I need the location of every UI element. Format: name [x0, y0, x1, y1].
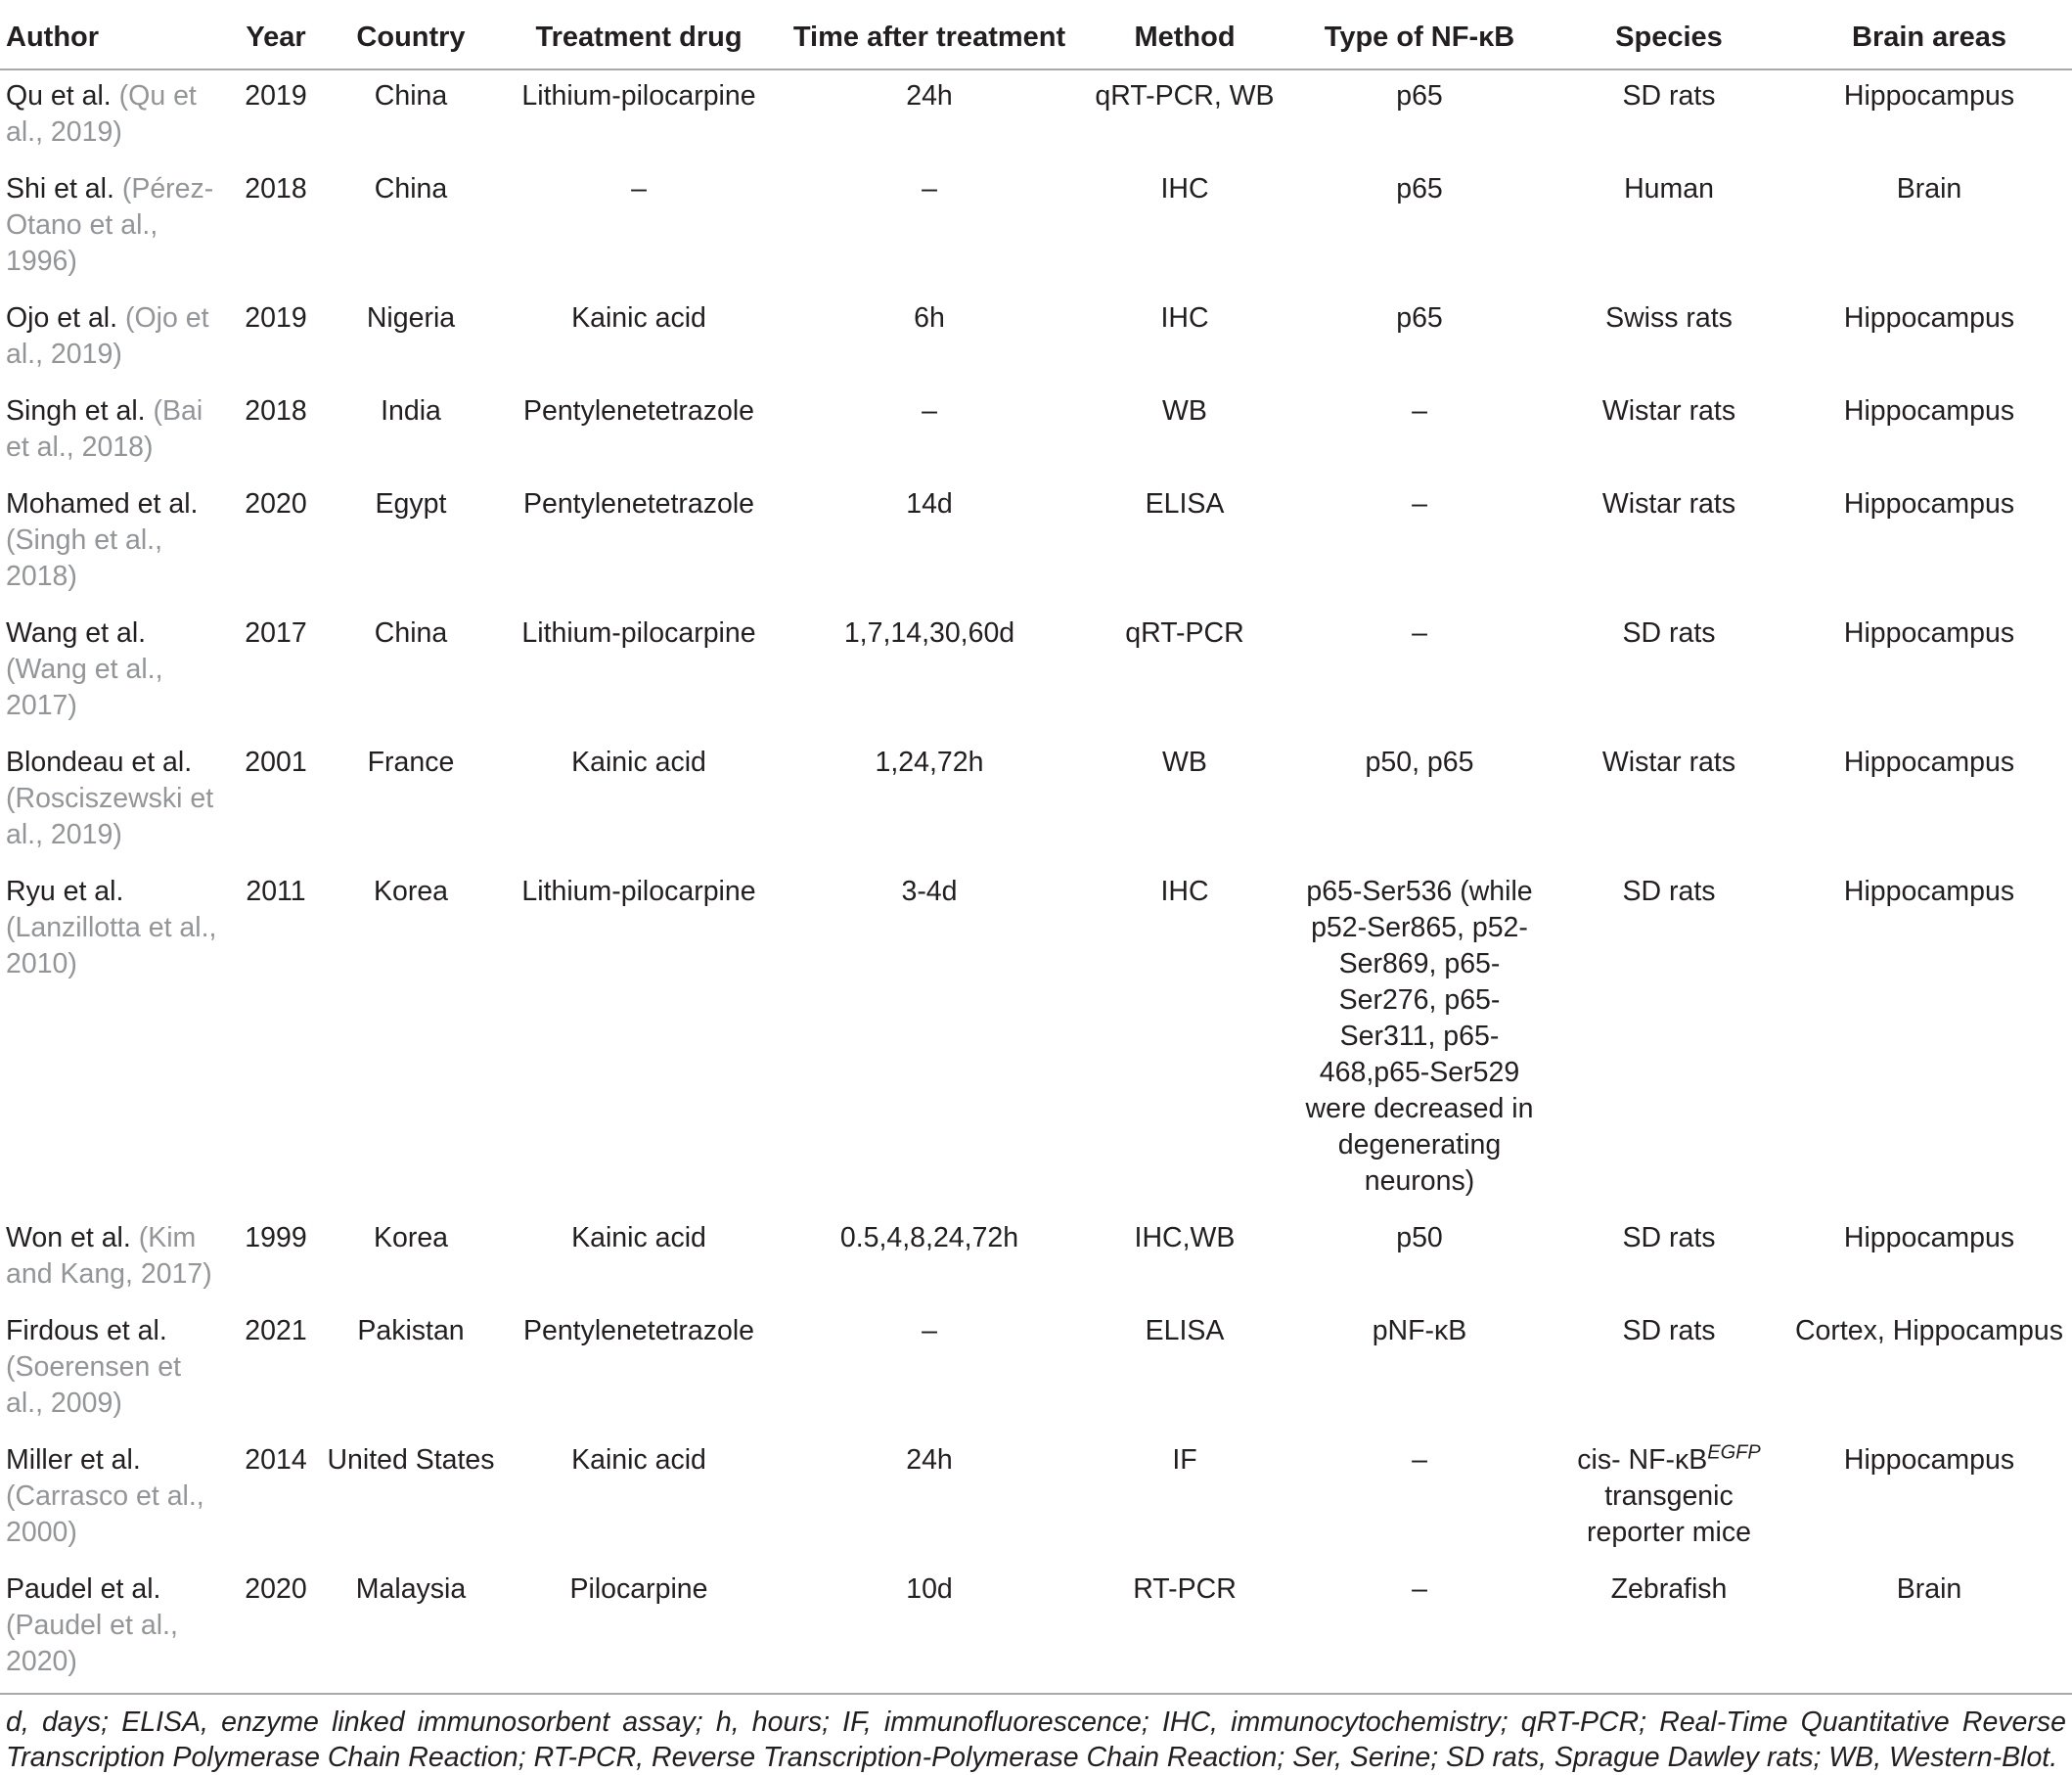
- cell-drug: Kainic acid: [571, 747, 706, 778]
- column-header-country: Country: [356, 22, 466, 53]
- cell-drug: Lithium-pilocarpine: [521, 617, 756, 649]
- cell-author: [0, 1564, 231, 1694]
- cell-country: Egypt: [375, 488, 447, 520]
- cell-time: 1,24,72h: [875, 747, 984, 778]
- cell-author: [0, 478, 231, 608]
- cell-brain-area: Hippocampus: [1843, 80, 2015, 112]
- cell-brain-area: Brain: [1896, 173, 1962, 205]
- cell-year: 2011: [246, 876, 306, 907]
- cell-country: China: [374, 617, 448, 649]
- cell-author: [0, 1305, 231, 1434]
- column-header-time-after-treatment: Time after treatment: [792, 22, 1066, 53]
- cell-nfkb-type: p50: [1396, 1222, 1443, 1253]
- cell-method: WB: [1162, 747, 1207, 778]
- cell-brain-area: Cortex, Hippocampus: [1794, 1315, 2064, 1346]
- citation-link[interactable]: (Singh et al., 2018): [6, 524, 163, 592]
- column-header-year: Year: [246, 22, 306, 53]
- author-name: Wang et al.: [6, 617, 147, 649]
- cell-year: 2020: [245, 1573, 307, 1605]
- cell-country: Korea: [373, 1222, 449, 1253]
- cell-drug: Lithium-pilocarpine: [521, 876, 756, 907]
- cell-time: 1,7,14,30,60d: [843, 617, 1015, 649]
- cell-year: 2019: [245, 302, 307, 334]
- cell-country: Korea: [373, 876, 449, 907]
- cell-method: WB: [1162, 395, 1207, 427]
- column-header-brain-areas: Brain areas: [1852, 22, 2006, 53]
- cell-year: 2018: [245, 173, 307, 205]
- citation-link[interactable]: (Ojo et al., 2019): [6, 302, 209, 370]
- cell-drug: Pentylenetetrazole: [522, 488, 755, 520]
- citation-link[interactable]: (Carrasco et al., 2000): [6, 1480, 204, 1548]
- author-name: Blondeau et al.: [6, 747, 193, 778]
- table-row: [0, 1434, 2072, 1564]
- cell-species: Wistar rats: [1601, 488, 1736, 520]
- cell-country: France: [367, 747, 455, 778]
- cell-author: [0, 386, 231, 478]
- author-name: Paudel et al.: [6, 1573, 161, 1605]
- author-name: Won et al.: [6, 1222, 131, 1253]
- cell-brain-area: Hippocampus: [1843, 302, 2015, 334]
- cell-method: IF: [1172, 1444, 1197, 1476]
- column-header-treatment-drug: Treatment drug: [535, 22, 743, 53]
- cell-method: RT-PCR: [1133, 1573, 1237, 1605]
- cell-year: 2018: [245, 395, 307, 427]
- citation-link[interactable]: (Paudel et al., 2020): [6, 1610, 178, 1677]
- table-row: [0, 608, 2072, 737]
- cell-brain-area: Hippocampus: [1843, 488, 2015, 520]
- cell-drug: Kainic acid: [571, 1222, 706, 1253]
- author-name: Miller et al.: [6, 1444, 141, 1476]
- cell-nfkb-type: –: [1412, 488, 1427, 520]
- cell-time: –: [922, 173, 937, 205]
- cell-nfkb-type: p50, p65: [1365, 747, 1474, 778]
- cell-country: United States: [327, 1444, 495, 1476]
- citation-link[interactable]: (Soerensen et al., 2009): [6, 1351, 182, 1419]
- cell-time: 3-4d: [901, 876, 958, 907]
- table-row: [0, 1212, 2072, 1305]
- cell-year: 2014: [245, 1444, 307, 1476]
- cell-country: Pakistan: [357, 1315, 465, 1346]
- cell-author: [0, 293, 231, 386]
- cell-country: China: [374, 173, 448, 205]
- citation-link[interactable]: (Qu et al., 2019): [6, 80, 197, 148]
- table-row: [0, 1564, 2072, 1694]
- cell-species: SD rats: [1622, 1222, 1716, 1253]
- cell-method: IHC: [1160, 876, 1209, 907]
- cell-year: 2021: [245, 1315, 307, 1346]
- cell-time: 6h: [914, 302, 945, 334]
- cell-drug: Pilocarpine: [569, 1573, 708, 1605]
- cell-country: China: [374, 80, 448, 112]
- cell-species: Swiss rats: [1605, 302, 1733, 334]
- cell-time: 24h: [906, 80, 953, 112]
- table-row: [0, 866, 2072, 1212]
- cell-year: 2017: [245, 617, 307, 649]
- cell-method: IHC,WB: [1134, 1222, 1236, 1253]
- author-name: Qu et al.: [6, 80, 112, 112]
- citation-link[interactable]: (Lanzillotta et al., 2010): [6, 912, 217, 979]
- table-row: [0, 478, 2072, 608]
- cell-time: 14d: [906, 488, 953, 520]
- cell-brain-area: Hippocampus: [1843, 617, 2015, 649]
- author-name: Ryu et al.: [6, 876, 124, 907]
- cell-time: 0.5,4,8,24,72h: [839, 1222, 1019, 1253]
- cell-author: [0, 1212, 231, 1305]
- cell-author: [0, 737, 231, 866]
- cell-species: Wistar rats: [1601, 747, 1736, 778]
- table-row: [0, 293, 2072, 386]
- cell-brain-area: Hippocampus: [1843, 876, 2015, 907]
- column-header-species: Species: [1615, 22, 1723, 53]
- table-row: [0, 1305, 2072, 1434]
- species-superscript: EGFP: [1707, 1441, 1761, 1464]
- cell-nfkb-type: p65: [1396, 302, 1443, 334]
- cell-year: 2019: [245, 80, 307, 112]
- cell-method: IHC: [1160, 173, 1209, 205]
- cell-nfkb-type: –: [1412, 395, 1427, 427]
- column-header-method: Method: [1134, 22, 1236, 53]
- cell-nfkb-type: –: [1412, 617, 1427, 649]
- cell-time: –: [922, 1315, 937, 1346]
- cell-brain-area: Brain: [1896, 1573, 1962, 1605]
- author-name: Shi et al.: [6, 173, 114, 205]
- citation-link[interactable]: (Wang et al., 2017): [6, 654, 163, 721]
- cell-year: 1999: [245, 1222, 307, 1253]
- cell-nfkb-type: –: [1412, 1444, 1427, 1476]
- cell-drug: Pentylenetetrazole: [522, 395, 755, 427]
- cell-method: qRT-PCR: [1125, 617, 1244, 649]
- cell-author: [0, 866, 231, 1212]
- cell-method: IHC: [1160, 302, 1209, 334]
- cell-drug: Pentylenetetrazole: [522, 1315, 755, 1346]
- cell-drug: Lithium-pilocarpine: [521, 80, 756, 112]
- table-row: [0, 163, 2072, 293]
- cell-species: Human: [1624, 173, 1714, 205]
- cell-drug: –: [631, 173, 647, 205]
- author-name: Singh et al.: [6, 395, 146, 427]
- cell-author: [0, 69, 231, 163]
- nfkb-studies-table: [0, 12, 2072, 1695]
- cell-method: qRT-PCR, WB: [1095, 80, 1275, 112]
- cell-brain-area: Hippocampus: [1843, 395, 2015, 427]
- citation-link[interactable]: (Bai et al., 2018): [6, 395, 203, 463]
- cell-species: SD rats: [1622, 80, 1716, 112]
- cell-nfkb-type: –: [1412, 1573, 1427, 1605]
- cell-species: Zebrafish: [1610, 1573, 1728, 1605]
- cell-country: Nigeria: [366, 302, 456, 334]
- author-name: Firdous et al.: [6, 1315, 167, 1346]
- cell-time: –: [922, 395, 937, 427]
- header-row: [0, 12, 2072, 69]
- cell-species: SD rats: [1622, 876, 1716, 907]
- cell-time: 10d: [906, 1573, 953, 1605]
- cell-author: [0, 1434, 231, 1564]
- table-footnote: d, days; ELISA, enzyme linked immunosorbent assay; h, hours; IF, immunofluorescence; IHC, immunocytochemistry; qRT-PCR; Real-Time Quantitative Reverse Transcription Polymerase Chain Reaction; RT-PCR, Reverse Transcription-Polymerase Chain Reaction; Ser, Serine; SD rats, Sprague Dawley rats; WB, Western-Blot.: [6, 1707, 2066, 1773]
- author-name: Ojo et al.: [6, 302, 118, 334]
- cell-method: ELISA: [1145, 1315, 1225, 1346]
- cell-drug: Kainic acid: [571, 302, 706, 334]
- cell-nfkb-type: p65: [1396, 80, 1443, 112]
- column-header-author: Author: [6, 22, 100, 53]
- species-name: cis- NF-κB: [1577, 1444, 1708, 1476]
- cell-species: [1552, 1434, 1786, 1564]
- cell-drug: Kainic acid: [571, 1444, 706, 1476]
- table-row: [0, 737, 2072, 866]
- cell-nfkb-type: pNF-κB: [1372, 1315, 1467, 1346]
- cell-time: 24h: [906, 1444, 953, 1476]
- table-row: [0, 386, 2072, 478]
- column-header-type-of-nfkb: Type of NF-κB: [1324, 22, 1515, 53]
- cell-nfkb-type: p65: [1396, 173, 1443, 205]
- author-name: Mohamed et al.: [6, 488, 199, 520]
- cell-author: [0, 608, 231, 737]
- cell-brain-area: Hippocampus: [1843, 747, 2015, 778]
- cell-year: 2001: [245, 747, 307, 778]
- cell-species: SD rats: [1622, 1315, 1716, 1346]
- cell-year: 2020: [245, 488, 307, 520]
- cell-nfkb-type: p65-Ser536 (while p52-Ser865, p52-Ser869, p65-Ser276, p65-Ser311, p65-468,p65-Ser529 were decreased in degenerating neurons): [1305, 876, 1534, 1197]
- cell-method: ELISA: [1145, 488, 1225, 520]
- cell-species: SD rats: [1622, 617, 1716, 649]
- cell-author: [0, 163, 231, 293]
- cell-country: India: [381, 395, 441, 427]
- citation-link[interactable]: (Pérez-Otano et al., 1996): [6, 173, 214, 277]
- cell-brain-area: Hippocampus: [1843, 1222, 2015, 1253]
- species-description: transgenic reporter mice: [1587, 1480, 1751, 1548]
- citation-link[interactable]: (Rosciszewski et al., 2019): [6, 783, 214, 850]
- cell-country: Malaysia: [355, 1573, 467, 1605]
- table-row: [0, 69, 2072, 163]
- cell-brain-area: Hippocampus: [1843, 1444, 2015, 1476]
- citation-link[interactable]: (Kim and Kang, 2017): [6, 1222, 212, 1290]
- cell-species: Wistar rats: [1601, 395, 1736, 427]
